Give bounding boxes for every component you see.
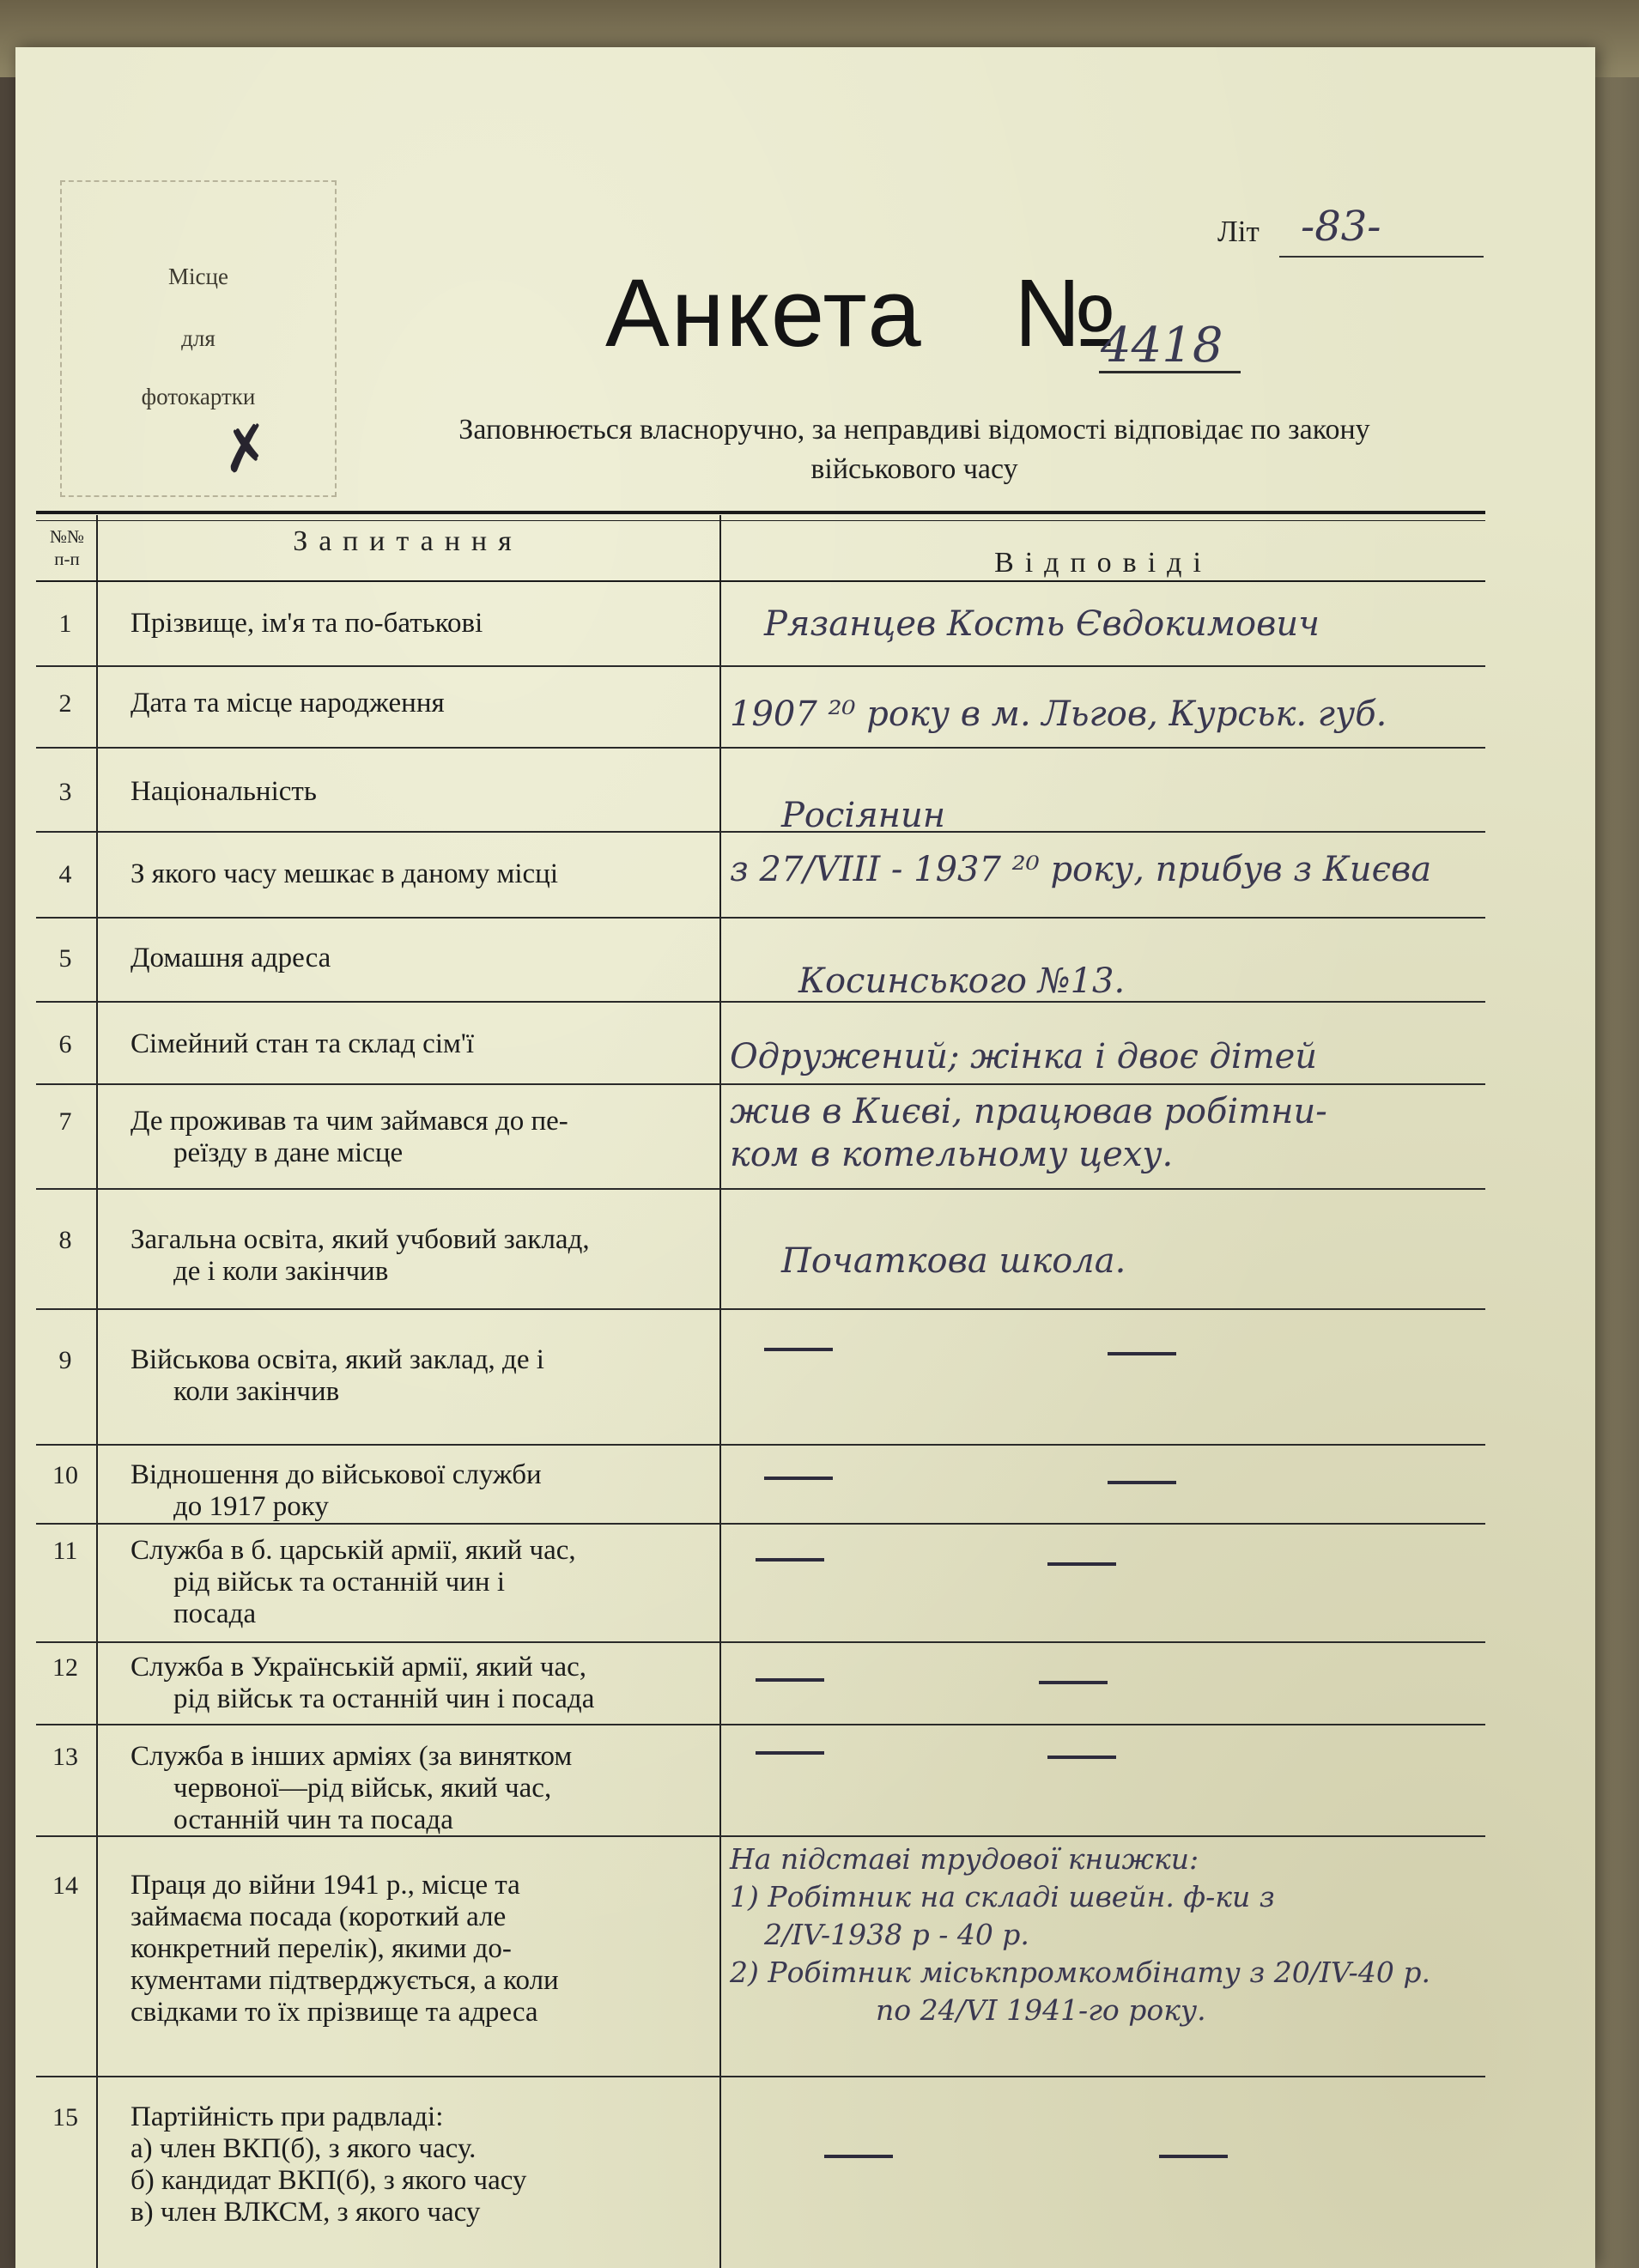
question-line: останній чин та посада: [173, 1804, 453, 1835]
question-line: Дата та місце народження: [131, 688, 445, 719]
handwritten-answer: [730, 960, 1520, 1003]
lit-underline: [1279, 256, 1484, 258]
row-number: 2: [58, 689, 72, 718]
empty-answer-dash: [1039, 1681, 1108, 1684]
table-row: [36, 584, 1485, 665]
question-line: Прізвище, ім'я та по-батькові: [131, 608, 483, 639]
row-number: 9: [58, 1346, 72, 1374]
photo-label-3: фотокартки: [141, 384, 256, 409]
question-line: червоної—рід військ, який час,: [173, 1773, 552, 1804]
table-row: [36, 1724, 1485, 1835]
table-top-rule: [36, 511, 1485, 514]
answer-line: з 27/VIII - 1937 ²⁰ року, прибув з Києва: [730, 850, 1432, 889]
empty-answer-dash: [1108, 1481, 1176, 1484]
question-line: Служба в Українській армії, який час,: [131, 1652, 586, 1683]
title-number-underline: [1099, 371, 1241, 373]
question-line: до 1917 року: [173, 1491, 329, 1522]
question-line: рід військ та останній чин і: [173, 1567, 505, 1598]
question-text: [131, 1652, 747, 1715]
table-row: [36, 1001, 1485, 1083]
empty-answer-dash: [764, 1348, 833, 1351]
row-number: 4: [58, 860, 72, 888]
row-number: 14: [52, 1871, 78, 1900]
empty-answer-dash: [1159, 2155, 1228, 2158]
answer-line: 1907 ²⁰ року в м. Льгов, Курськ. губ.: [730, 694, 1387, 734]
row-number: 12: [52, 1653, 78, 1682]
table-row: [36, 917, 1485, 1001]
answer-line: 2) Робітник міськпромкомбінату з 20/IV-40 р.: [730, 1956, 1430, 1989]
row-number: 1: [58, 609, 72, 638]
question-text: [131, 608, 747, 640]
answer-line: жив в Києві, працював робітни-: [730, 1092, 1327, 1131]
question-text: [131, 1741, 747, 1836]
answer-line: Початкова школа.: [781, 1241, 1126, 1281]
table-row: [36, 1308, 1485, 1444]
question-line: кументами підтверджується, а коли: [131, 1965, 559, 1996]
table-row: [36, 1444, 1485, 1523]
question-text: [131, 2101, 747, 2229]
empty-answer-dash: [1108, 1352, 1176, 1355]
handwritten-answer: [730, 603, 1520, 646]
question-text: [131, 1028, 747, 1060]
question-line: Праця до війни 1941 р., місце та: [131, 1870, 520, 1901]
table-row: [36, 1188, 1485, 1308]
question-line: Де проживав та чим займався до пе-: [131, 1106, 568, 1137]
table-header-rule: [36, 580, 1485, 582]
question-line: рід військ та останній чин і посада: [173, 1683, 595, 1714]
table-row: [36, 1641, 1485, 1724]
empty-answer-dash: [1047, 1562, 1116, 1566]
empty-answer-dash: [824, 2155, 893, 2158]
photo-label-1: Місце: [168, 264, 228, 289]
answer-line: Косинського №13.: [798, 961, 1126, 1001]
handwritten-answer: [730, 1035, 1520, 1078]
question-line: Служба в б. царській армії, який час,: [131, 1535, 576, 1566]
empty-answer-dash: [764, 1477, 833, 1480]
handwritten-answer: [730, 693, 1520, 736]
answer-line: 2/IV-1938 р - 40 р.: [764, 1918, 1029, 1951]
row-number: 8: [58, 1226, 72, 1254]
title-number-sign: №: [1013, 259, 1117, 367]
table-row: [36, 747, 1485, 835]
question-line: б) кандидат ВКП(б), з якого часу: [131, 2165, 527, 2196]
question-line: Відношення до військової служби: [131, 1459, 542, 1490]
question-line: Сімейний стан та склад сім'ї: [131, 1028, 474, 1059]
question-line: посада: [173, 1598, 257, 1629]
photo-placeholder: [60, 180, 337, 497]
answer-line: Одружений; жінка і двоє дітей: [730, 1037, 1318, 1076]
subtitle-line-1: Заповнюється власноручно, за неправдиві відомості відповідає по закону: [458, 414, 1370, 446]
table-row: [36, 1835, 1485, 2076]
row-number: 11: [52, 1537, 78, 1565]
empty-answer-dash: [1047, 1756, 1116, 1759]
row-number: 5: [58, 944, 72, 973]
handwritten-answer: [730, 1090, 1520, 1176]
lit-value: -83-: [1301, 203, 1381, 251]
header-answer: Відповіді: [994, 547, 1212, 579]
answer-line: Росіянин: [781, 796, 946, 835]
answer-line: ком в котельному цеху.: [730, 1135, 1174, 1174]
question-line: Служба в інших арміях (за винятком: [131, 1741, 573, 1772]
question-text: [131, 776, 747, 808]
question-line: Загальна освіта, який учбовий заклад,: [131, 1224, 590, 1255]
table-top-rule-thin: [36, 520, 1485, 521]
question-text: [131, 858, 747, 890]
handwritten-answer: [730, 848, 1520, 891]
answer-line: по 24/VI 1941-го року.: [876, 1993, 1206, 2027]
question-text: [131, 1344, 747, 1408]
table-row: [36, 1523, 1485, 1641]
question-line: а) член ВКП(б), з якого часу.: [131, 2133, 477, 2164]
question-line: Домашня адреса: [131, 943, 331, 973]
table-row: [36, 1083, 1485, 1188]
question-line: Партійність при радвладі:: [131, 2101, 444, 2132]
question-line: реїзду в дане місце: [173, 1137, 404, 1168]
row-number: 10: [52, 1461, 78, 1489]
question-line: З якого часу мешкає в даному місці: [131, 858, 558, 889]
question-line: свідками то їх прізвище та адреса: [131, 1997, 538, 2028]
row-number: 6: [58, 1030, 72, 1058]
question-text: [131, 1459, 747, 1523]
table-row: [36, 2076, 1485, 2268]
question-line: де і коли закінчив: [173, 1256, 389, 1287]
question-text: [131, 1535, 747, 1630]
empty-answer-dash: [756, 1558, 824, 1562]
empty-answer-dash: [756, 1751, 824, 1755]
question-line: конкретний перелік), якими до-: [131, 1933, 512, 1964]
header-question: Запитання: [293, 525, 523, 557]
subtitle-line-2: військового часу: [810, 453, 1018, 485]
row-number: 15: [52, 2103, 78, 2132]
cross-mark-icon: ✗: [215, 409, 277, 488]
question-text: [131, 1224, 747, 1288]
photo-label-2: для: [181, 325, 215, 351]
title-number: 4418: [1101, 318, 1223, 373]
empty-answer-dash: [756, 1678, 824, 1682]
table-row: [36, 665, 1485, 747]
row-number: 3: [58, 778, 72, 806]
row-number: 13: [52, 1743, 78, 1771]
handwritten-answer: [730, 1840, 1520, 2029]
subtitle: [369, 410, 1460, 489]
question-text: [131, 1870, 747, 2028]
question-text: [131, 943, 747, 974]
row-number: 7: [58, 1107, 72, 1136]
header-num: №№ п-п: [49, 526, 85, 569]
question-line: Військова освіта, який заклад, де і: [131, 1344, 544, 1375]
lit-label: Літ: [1217, 215, 1260, 248]
answer-line: 1) Робітник на складі швейн. ф-ки з: [730, 1880, 1275, 1913]
handwritten-answer: [730, 1240, 1520, 1283]
question-line: Національність: [131, 776, 317, 807]
page-title: Анкета: [605, 259, 923, 367]
answer-line: Рязанцев Кость Євдокимович: [764, 604, 1320, 644]
answer-line: На підставі трудової книжки:: [730, 1842, 1199, 1876]
question-text: [131, 688, 747, 719]
table-row: [36, 831, 1485, 917]
question-line: займаєма посада (короткий але: [131, 1901, 507, 1932]
question-text: [131, 1106, 747, 1169]
question-line: в) член ВЛКСМ, з якого часу: [131, 2197, 481, 2228]
question-line: коли закінчив: [173, 1376, 340, 1407]
